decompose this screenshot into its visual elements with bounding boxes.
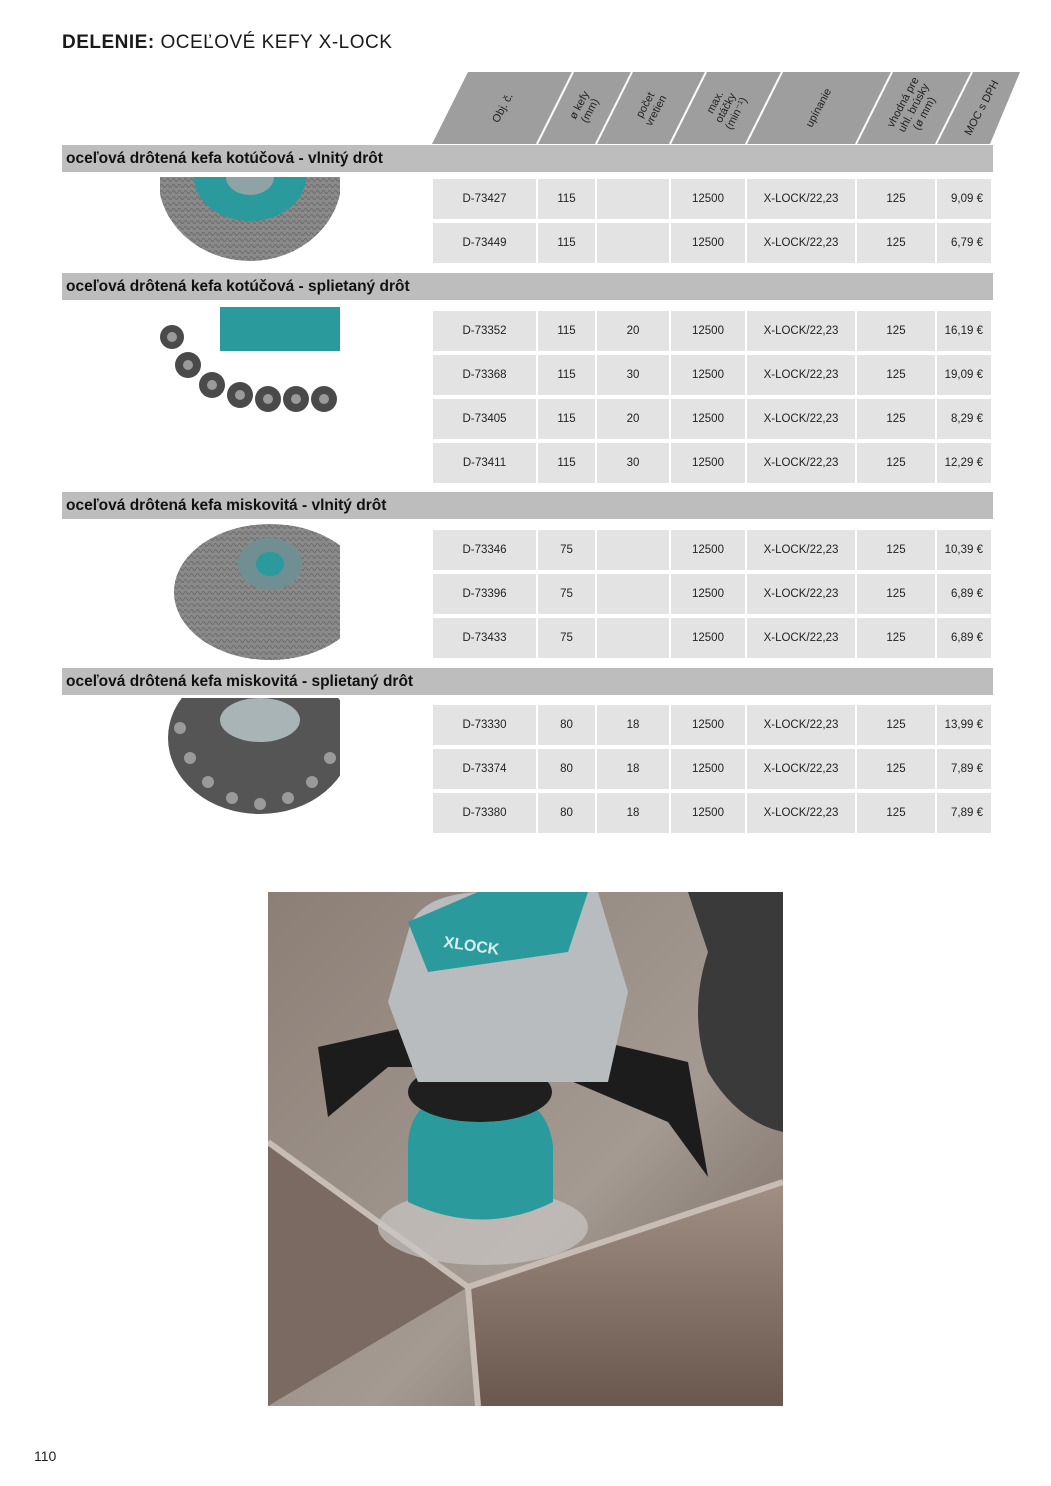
col-header-order-no: Obj. č. — [489, 91, 516, 125]
cell-mounting: X-LOCK/22,23 — [747, 574, 855, 614]
table-row — [433, 749, 991, 789]
table-row — [433, 574, 991, 614]
section-title: oceľová drôtená kefa kotúčová - vlnitý drôt — [62, 145, 993, 172]
cell-diameter: 80 — [538, 793, 595, 833]
cell-knots — [597, 530, 669, 570]
col-header-mounting: upínanie — [803, 86, 835, 130]
cell-diameter: 115 — [538, 355, 595, 395]
section-title: oceľová drôtená kefa miskovitá - vlnitý drôt — [62, 492, 993, 519]
cell-order-no: D-73346 — [433, 530, 536, 570]
cell-rpm: 12500 — [671, 311, 745, 351]
cell-diameter: 115 — [538, 399, 595, 439]
cell-knots: 30 — [597, 355, 669, 395]
cell-mounting: X-LOCK/22,23 — [747, 443, 855, 483]
table-row — [433, 311, 991, 351]
cell-order-no: D-73396 — [433, 574, 536, 614]
cell-order-no: D-73433 — [433, 618, 536, 658]
cell-diameter: 75 — [538, 530, 595, 570]
cell-diameter: 115 — [538, 179, 595, 219]
cell-mounting: X-LOCK/22,23 — [747, 355, 855, 395]
cell-diameter: 75 — [538, 618, 595, 658]
page-title: DELENIE: OCEĽOVÉ KEFY X-LOCK — [62, 32, 393, 53]
col-header-knot-count: počet vretien — [634, 90, 670, 129]
section-title: oceľová drôtená kefa kotúčová - splietaný drôt — [62, 273, 993, 300]
cell-knots: 20 — [597, 399, 669, 439]
cell-rpm: 12500 — [671, 530, 745, 570]
cell-knots — [597, 179, 669, 219]
cell-order-no: D-73352 — [433, 311, 536, 351]
cell-diameter: 115 — [538, 311, 595, 351]
product-image-wheel-knotted — [160, 307, 340, 413]
table-header — [430, 72, 1020, 144]
table-row — [433, 355, 991, 395]
cell-grinder: 125 — [857, 574, 935, 614]
cell-grinder: 125 — [857, 705, 935, 745]
cell-price: 13,99 € — [937, 705, 991, 745]
cell-rpm: 12500 — [671, 399, 745, 439]
cell-rpm: 12500 — [671, 574, 745, 614]
cell-grinder: 125 — [857, 749, 935, 789]
cell-order-no: D-73368 — [433, 355, 536, 395]
table-row — [433, 793, 991, 833]
table-row — [433, 530, 991, 570]
cell-price: 8,29 € — [937, 399, 991, 439]
cell-price: 6,89 € — [937, 618, 991, 658]
cell-order-no: D-73411 — [433, 443, 536, 483]
cell-knots: 30 — [597, 443, 669, 483]
cell-mounting: X-LOCK/22,23 — [747, 530, 855, 570]
cell-price: 9,09 € — [937, 179, 991, 219]
cell-price: 19,09 € — [937, 355, 991, 395]
cell-order-no: D-73405 — [433, 399, 536, 439]
cell-grinder: 125 — [857, 223, 935, 263]
cell-grinder: 125 — [857, 179, 935, 219]
cell-knots: 20 — [597, 311, 669, 351]
cell-price: 7,89 € — [937, 749, 991, 789]
cell-knots — [597, 223, 669, 263]
cell-price: 12,29 € — [937, 443, 991, 483]
table-row — [433, 399, 991, 439]
section-title: oceľová drôtená kefa miskovitá - splietaný drôt — [62, 668, 993, 695]
cell-knots — [597, 618, 669, 658]
product-image-wheel-crimped — [160, 177, 340, 263]
cell-price: 6,89 € — [937, 574, 991, 614]
cell-grinder: 125 — [857, 399, 935, 439]
cell-rpm: 12500 — [671, 443, 745, 483]
cell-rpm: 12500 — [671, 355, 745, 395]
page-number: 110 — [34, 1448, 57, 1464]
product-image-cup-crimped — [160, 524, 340, 660]
cell-grinder: 125 — [857, 793, 935, 833]
col-header-brush-diameter: ø kefy (mm) — [566, 89, 602, 125]
col-header-price: MOC s DPH — [962, 78, 1002, 138]
cell-price: 16,19 € — [937, 311, 991, 351]
col-header-max-rpm: max. otáčky (min⁻¹) — [704, 89, 750, 132]
col-header-grinder-size: vhodná pre uhl. brúsky (ø mm) — [885, 75, 939, 135]
cell-grinder: 125 — [857, 443, 935, 483]
cell-rpm: 12500 — [671, 793, 745, 833]
cell-rpm: 12500 — [671, 749, 745, 789]
cell-knots: 18 — [597, 705, 669, 745]
product-image-cup-knotted — [160, 698, 340, 816]
table-row — [433, 179, 991, 219]
cell-order-no: D-73330 — [433, 705, 536, 745]
cell-diameter: 80 — [538, 705, 595, 745]
cell-grinder: 125 — [857, 355, 935, 395]
table-row — [433, 223, 991, 263]
cell-diameter: 80 — [538, 749, 595, 789]
cell-price: 7,89 € — [937, 793, 991, 833]
cell-price: 6,79 € — [937, 223, 991, 263]
cell-rpm: 12500 — [671, 223, 745, 263]
cell-knots: 18 — [597, 793, 669, 833]
table-row — [433, 705, 991, 745]
cell-mounting: X-LOCK/22,23 — [747, 223, 855, 263]
cell-order-no: D-73374 — [433, 749, 536, 789]
cell-diameter: 115 — [538, 223, 595, 263]
xlock-logo: XLOCK — [442, 934, 501, 959]
cell-price: 10,39 € — [937, 530, 991, 570]
cell-grinder: 125 — [857, 311, 935, 351]
cell-rpm: 12500 — [671, 705, 745, 745]
cell-mounting: X-LOCK/22,23 — [747, 793, 855, 833]
cell-diameter: 115 — [538, 443, 595, 483]
cell-rpm: 12500 — [671, 179, 745, 219]
table-row — [433, 443, 991, 483]
cell-knots: 18 — [597, 749, 669, 789]
cell-grinder: 125 — [857, 618, 935, 658]
cell-mounting: X-LOCK/22,23 — [747, 311, 855, 351]
cell-diameter: 75 — [538, 574, 595, 614]
cell-order-no: D-73427 — [433, 179, 536, 219]
table-row — [433, 618, 991, 658]
cell-mounting: X-LOCK/22,23 — [747, 399, 855, 439]
cell-grinder: 125 — [857, 530, 935, 570]
cell-mounting: X-LOCK/22,23 — [747, 618, 855, 658]
cell-mounting: X-LOCK/22,23 — [747, 705, 855, 745]
cell-mounting: X-LOCK/22,23 — [747, 749, 855, 789]
cell-knots — [597, 574, 669, 614]
cell-mounting: X-LOCK/22,23 — [747, 179, 855, 219]
product-usage-photo — [268, 892, 783, 1406]
cell-order-no: D-73380 — [433, 793, 536, 833]
cell-order-no: D-73449 — [433, 223, 536, 263]
cell-rpm: 12500 — [671, 618, 745, 658]
